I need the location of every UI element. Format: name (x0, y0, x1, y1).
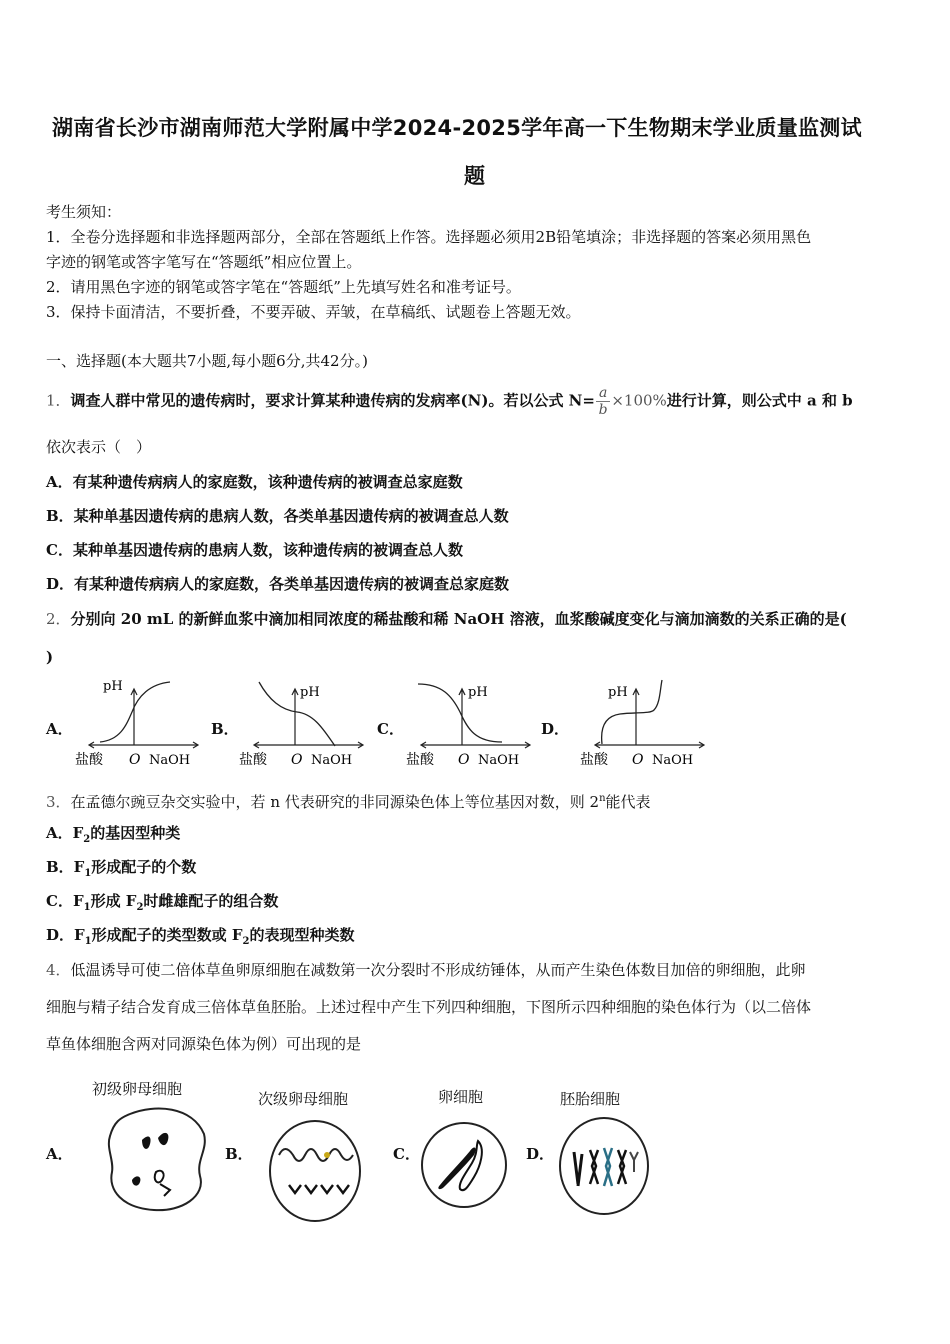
chromosomes (289, 1185, 349, 1193)
q1-option-b[interactable]: B．某种单基因遗传病的患病人数，各类单基因遗传病的被调查总人数 (46, 507, 509, 525)
ph-label: pH (300, 685, 320, 700)
opt-text: C．F (46, 892, 84, 910)
frac-denominator: b (598, 402, 608, 418)
hcl-label: 盐酸 (75, 752, 103, 768)
opt-text: D．F (46, 926, 85, 944)
page-title-cont: 题 (464, 164, 486, 188)
q4-text: 低温诱导可使二倍体草鱼卵原细胞在减数第一次分裂时不形成纺锤体，从而产生染色体数目加倍的卵细胞，此卵 (70, 961, 806, 979)
naoh-label: NaOH (311, 753, 353, 768)
q4-option-d-label[interactable]: D． (526, 1145, 555, 1163)
q3-text: 在孟德尔豌豆杂交实验中，若 n 代表研究的非同源染色体上等位基因对数，则 2 (70, 793, 600, 811)
q3-option-d[interactable] (46, 925, 355, 952)
q2-option-c-label[interactable]: C． (377, 720, 404, 738)
chromosome (132, 1176, 140, 1185)
ph-label: pH (468, 685, 488, 700)
chromosome (142, 1137, 151, 1149)
q4-option-b-label[interactable]: B． (225, 1145, 253, 1163)
notice-line: 2．请用黑色字迹的钢笔或答字笔在“答题纸”上先填写姓名和准考证号。 (46, 278, 521, 296)
cell-title-embryo: 胚胎细胞 (560, 1090, 621, 1108)
q2-option-a-label[interactable]: A． (46, 720, 73, 738)
q2-option-d-label[interactable]: D． (541, 720, 570, 738)
cell-membrane (270, 1121, 360, 1221)
q3-option-c[interactable] (46, 891, 278, 918)
opt-text: 时雌雄配子的组合数 (143, 892, 279, 910)
opt-text: 形成配子的类型数或 F (91, 926, 243, 944)
question-number: 3． (46, 793, 71, 811)
opt-sub: 1 (83, 902, 91, 913)
hcl-label: 盐酸 (239, 752, 267, 768)
q3-superscript: n (599, 793, 606, 804)
q3-text-cont: 能代表 (605, 793, 651, 811)
origin-label: O (291, 752, 303, 768)
opt-sub: 2 (136, 902, 144, 913)
q2-graph-a (70, 676, 205, 772)
q1-text-line2: 依次表示（ ） (46, 438, 152, 456)
chromosome (155, 1171, 164, 1183)
hcl-label: 盐酸 (406, 752, 434, 768)
q1-option-d[interactable]: D．有某种遗传病病人的家庭数，各类单基因遗传病的被调查总家庭数 (46, 575, 510, 593)
q1-text: 调查人群中常见的遗传病时，要求计算某种遗传病的发病率(N)。若以公式 N= (70, 391, 595, 410)
q3-option-a[interactable] (46, 823, 180, 850)
q4-text-line3: 草鱼体细胞含两对同源染色体为例）可出现的是 (46, 1035, 362, 1053)
question-4-stem (46, 960, 806, 980)
question-2-stem (46, 609, 847, 629)
q2-graph-c (402, 676, 537, 772)
question-number: 1． (46, 391, 71, 410)
q4-option-a-label[interactable]: A． (46, 1145, 73, 1163)
centromere (324, 1152, 330, 1158)
q2-graph-d (576, 676, 711, 772)
notice-line: 3．保持卡面清洁，不要折叠，不要弄破、弄皱，在草稿纸、试题卷上答题无效。 (46, 303, 581, 321)
chromosome (618, 1150, 626, 1184)
q2-option-b-label[interactable]: B． (211, 720, 239, 738)
ph-label: pH (608, 685, 628, 700)
section-heading: 一、选择题(本大题共7小题,每小题6分,共42分。) (46, 352, 368, 370)
origin-label: O (458, 752, 470, 768)
chromosome (574, 1152, 582, 1186)
q1-option-c[interactable]: C．某种单基因遗传病的患病人数，该种遗传病的被调查总人数 (46, 541, 463, 559)
question-number: 2． (46, 610, 71, 628)
q2-graph-b (235, 676, 370, 772)
cell-title-secondary-oocyte: 次级卵母细胞 (258, 1090, 349, 1108)
formula-fraction (596, 385, 610, 418)
chromosome (630, 1152, 638, 1172)
formula-percent: ×100% (611, 391, 667, 410)
cell-title-primary-oocyte: 初级卵母细胞 (92, 1080, 183, 1098)
q2-text-cont: ) (46, 648, 54, 666)
ph-label: pH (103, 679, 123, 694)
question-3-stem (46, 789, 651, 812)
chromosome (160, 1184, 170, 1196)
naoh-label: NaOH (149, 753, 191, 768)
q3-option-b[interactable] (46, 857, 196, 884)
opt-text: A．F (46, 824, 84, 842)
cell-membrane (109, 1109, 205, 1211)
notice-line: 字迹的钢笔或答字笔写在“答题纸”相应位置上。 (46, 253, 362, 271)
chromosome (590, 1150, 598, 1184)
q1-text-cont: 进行计算，则公式中 a 和 b (666, 391, 853, 410)
opt-text: B．F (46, 858, 85, 876)
cell-a-drawing (100, 1100, 215, 1218)
chromosome (604, 1148, 612, 1186)
cell-title-egg: 卵细胞 (438, 1088, 484, 1106)
q4-option-c-label[interactable]: C． (393, 1145, 420, 1163)
cell-b-drawing (265, 1115, 365, 1227)
opt-text: 形成 F (90, 892, 137, 910)
notice-heading: 考生须知： (46, 203, 122, 221)
opt-sub: 2 (242, 936, 250, 947)
naoh-label: NaOH (652, 753, 694, 768)
question-number: 4． (46, 961, 71, 979)
q2-text: 分别向 20 mL 的新鲜血浆中滴加相同浓度的稀盐酸和稀 NaOH 溶液，血浆酸碱度变化与滴加滴数的关系正确的是( (70, 610, 847, 628)
opt-sub: 1 (84, 936, 92, 947)
page-title: 湖南省长沙市湖南师范大学附属中学2024-2025学年高一下生物期末学业质量监测试 (52, 116, 862, 140)
opt-text: 的基因型种类 (90, 824, 181, 842)
origin-label: O (632, 752, 644, 768)
question-1-stem (46, 385, 853, 418)
q1-option-a[interactable]: A．有某种遗传病病人的家庭数，该种遗传病的被调查总家庭数 (46, 473, 463, 491)
cell-c-drawing (418, 1115, 510, 1215)
spindle-line (279, 1149, 353, 1161)
opt-text: 形成配子的个数 (91, 858, 197, 876)
cell-d-drawing (554, 1112, 654, 1220)
ph-curve (259, 682, 335, 746)
origin-label: O (129, 752, 141, 768)
naoh-label: NaOH (478, 753, 520, 768)
opt-text: 的表现型种类数 (249, 926, 355, 944)
frac-numerator: a (596, 385, 610, 402)
notice-line: 1．全卷分选择题和非选择题两部分，全部在答题纸上作答。选择题必须用2B铅笔填涂；非选择题的答案必须用黑色 (46, 228, 812, 246)
hcl-label: 盐酸 (580, 752, 608, 768)
opt-sub: 1 (84, 868, 92, 879)
chromosome (158, 1133, 168, 1145)
q4-text-line2: 细胞与精子结合发育成三倍体草鱼胚胎。上述过程中产生下列四种细胞，下图所示四种细胞的染色体行为（以二倍体 (46, 998, 812, 1016)
opt-sub: 2 (83, 834, 91, 845)
